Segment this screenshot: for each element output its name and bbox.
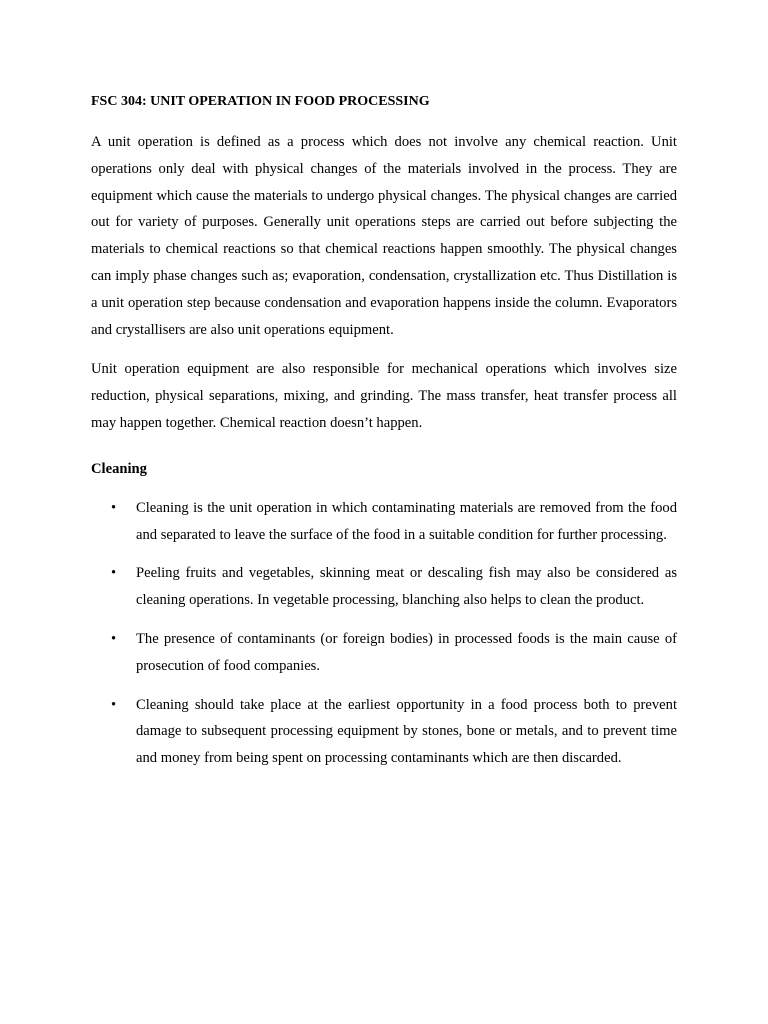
cleaning-bullet-list — [91, 495, 677, 772]
equipment-paragraph: Unit operation equipment are also responsible for mechanical operations which involves size reduction, physical separations, mixing, and grinding. The mass transfer, heat transfer process all may happen together. Chemical reaction doesn’t happen. — [91, 361, 677, 431]
bullet-icon: • — [111, 696, 117, 713]
bullet-text: Cleaning is the unit operation in which contaminating materials are removed from the food and separated to leave the surface of the food in a suitable condition for further processing. — [136, 499, 677, 543]
intro-paragraph: A unit operation is defined as a process which does not involve any chemical reaction. Unit operations only deal with physical changes of the materials involved in the process. They are equipment which cause the materials to undergo physical changes. The physical changes are carried out for variety of purposes. Generally unit operations steps are carried out before subjecting the materials to chemical reactions so that chemical reactions happen smoothly. The physical changes can imply phase changes such as; evaporation, condensation, crystallization etc. Thus Distillation is a unit operation step because condensation and evaporation happens inside the column. Evaporators and crystallisers are also unit operations equipment. — [91, 134, 677, 338]
bullet-item — [91, 560, 677, 614]
document-body — [91, 93, 677, 784]
bullet-item — [91, 692, 677, 772]
bullet-icon: • — [111, 565, 117, 582]
bullet-text: Peeling fruits and vegetables, skinning meat or descaling fish may also be considered as cleaning operations. In vegetable processing, blanching also helps to clean the product. — [136, 565, 677, 609]
bullet-text: The presence of contaminants (or foreign bodies) in processed foods is the main cause of prosecution of food companies. — [136, 630, 677, 674]
bullet-item — [91, 495, 677, 549]
bullet-text: Cleaning should take place at the earliest opportunity in a food process both to prevent damage to subsequent processing equipment by stones, bone or metals, and to prevent time and money from being spent on processing contaminants which are then discarded. — [136, 696, 677, 767]
bullet-item — [91, 626, 677, 680]
bullet-icon: • — [111, 499, 117, 516]
document-title: FSC 304: UNIT OPERATION IN FOOD PROCESSING — [91, 94, 430, 109]
section-heading-cleaning: Cleaning — [91, 460, 147, 477]
bullet-icon: • — [111, 630, 117, 647]
